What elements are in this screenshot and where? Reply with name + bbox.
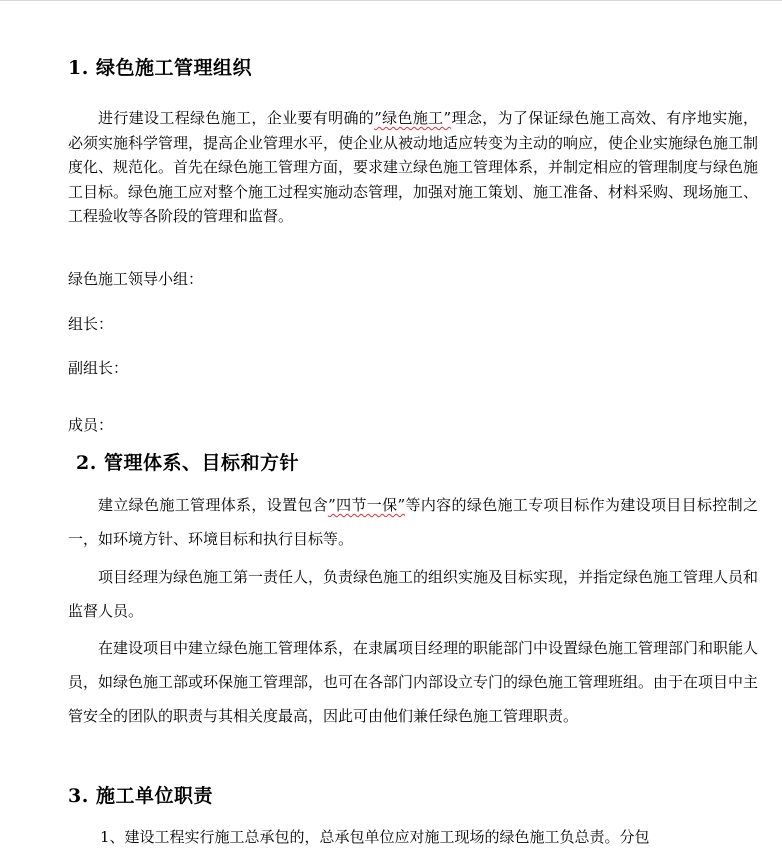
section-2-paragraph-2: 项目经理为绿色施工第一责任人，负责绿色施工的组织实施及目标实现，并指定绿色施工管理人员和监督人员。 — [68, 568, 759, 620]
section-3-paragraph-1: 1、建设工程实行施工总承包的，总承包单位应对施工现场的绿色施工负总责。分包 — [100, 828, 650, 846]
members-label: 成员： — [68, 416, 114, 434]
section-1-heading: 1. 绿色施工管理组织 — [68, 57, 252, 79]
section-2-p1-rest: 等内容的绿色施工专项目标作为建设项目目标控制之一，如环境方针、环境目标和执行目标等。 — [68, 496, 758, 548]
section-2-paragraph-1 — [68, 488, 758, 556]
section-2-p1-start: 建立绿色施工管理体系，设置包含 — [98, 496, 329, 514]
intro-text-rest: 理念，为了保证绿色施工高效、有序地实施，必须实施科学管理，提高企业管理水平，使企业从被动地适应转变为主动的响应，使企业实施绿色施工制度化、规范化。首先在绿色施工管理方面，要求建立绿色施工管理体系，并制定相应的管理制度与绿色施工目标。绿色施工应对整个施工过程实施动态管理，加强对施工策划、施工准备、材料采购、现场施工、工程验收等各阶段的管理和监督。 — [68, 109, 759, 225]
intro-text-start: 进行建设工程绿色施工，企业要有明确的 — [98, 109, 375, 127]
section-1-intro-paragraph — [68, 106, 758, 229]
leader-label: 组长： — [68, 315, 114, 333]
vice-leader-label: 副组长： — [68, 359, 129, 377]
leader-group-label: 绿色施工领导小组： — [68, 270, 204, 288]
section-2-heading: 2. 管理体系、目标和方针 — [76, 452, 299, 474]
section-2-paragraph-3: 在建设项目中建立绿色施工管理体系，在隶属项目经理的职能部门中设置绿色施工管理部门和职能人员，如绿色施工部或环保施工管理部，也可在各部门内部设立专门的绿色施工管理班组。由于在项目中主管安全的团队的职责与其相关度最高，因此可由他们兼任绿色施工管理职责。 — [68, 639, 759, 725]
spellcheck-marked-phrase: ”绿色施工” — [374, 109, 452, 127]
section-3-heading: 3. 施工单位职责 — [68, 785, 213, 807]
spellcheck-marked-phrase: ”四节一保” — [328, 496, 406, 514]
